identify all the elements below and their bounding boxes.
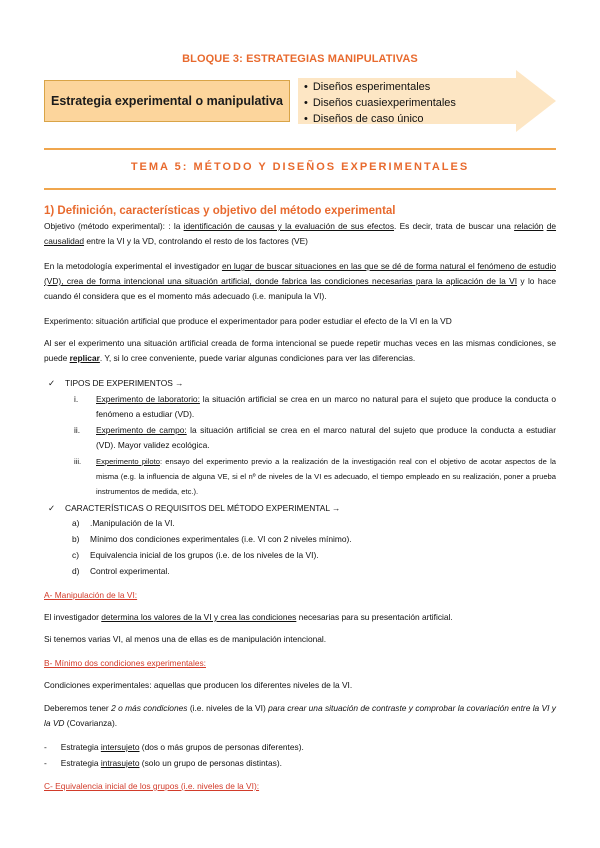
strategy-box: Estrategia experimental o manipulativa: [44, 80, 290, 122]
tipo-item: ii. Experimento de campo: la situación artificial se crea en el marco natural del sujeto que produce la conducta a estudiar (VD). Mayor validez ecológica.: [74, 425, 557, 450]
section-a-heading: A- Manipulación de la VI:: [44, 590, 138, 600]
list-item: d) Control experimental.: [72, 566, 170, 576]
experiment-definition: Experimento: situación artificial que produce el experimentador para poder estudiar el efecto de la VI en la VD: [44, 316, 452, 326]
section-c-heading: C- Equivalencia inicial de los grupos (i.e. niveles de la VI):: [44, 781, 260, 791]
methodology-paragraph: En la metodología experimental el investigador en lugar de buscar situaciones en las que se dé de forma natural el fenómeno de estudio (VD), crea de forma intencional una situación artificial, donde fabrica las condiciones necesarias para la aplicación de la VI y lo hace cuando él considera que es el momento más adecuado (i.e. manipula la VI).: [44, 261, 556, 301]
section-b-paragraph-2: Deberemos tener 2 o más condiciones (i.e. niveles de la VI) para crear una situación de contraste y comprobar la covariación entre la VI y la VD (Covarianza).: [44, 703, 556, 728]
design-item: • Diseños cuasiexperimentales: [304, 95, 456, 111]
list-item: b) Mínimo dos condiciones experimentales (i.e. VI con 2 niveles mínimo).: [72, 534, 352, 544]
bullet-item: - Estrategia intersujeto (dos o más grupos de personas diferentes).: [44, 742, 304, 752]
replication-paragraph: Al ser el experimento una situación artificial creada de forma intencional se puede repetir muchas veces en las mismas condiciones, se puede replicar. Y, si lo cree conveniente, puede variar algunas condiciones para ver las diferencias.: [44, 338, 556, 363]
design-item: • Diseños esperimentales: [304, 79, 456, 95]
bullet-item: - Estrategia intrasujeto (solo un grupo de personas distintas).: [44, 758, 282, 768]
divider-bottom: [44, 188, 556, 190]
objective-paragraph: Objetivo (método experimental): : la identificación de causas y la evaluación de sus efectos. Es decir, trata de buscar una relación de causalidad entre la VI y la VD, controlando el resto de los factores (VE): [44, 221, 557, 246]
designs-list: [304, 79, 456, 127]
check-icon: ✓: [48, 503, 56, 513]
tipo-item: iii. Experimento piloto: ensayo del experimento previo a la realización de la investigación real con el objetivo de acotar aspectos de la misma (e.g. la influencia de alguna VE, si el nº de niveles de la VI es adecuado, el tiempo empleado en su realización, poner a prueba instrumentos de medida, etc.).: [74, 457, 556, 496]
section-b-paragraph: Condiciones experimentales: aquellas que producen los diferentes niveles de la VI.: [44, 680, 353, 690]
design-item: • Diseños de caso único: [304, 111, 456, 127]
section-b-heading: B- Mínimo dos condiciones experimentales:: [44, 658, 206, 668]
list-item: a) .Manipulación de la VI.: [72, 518, 175, 528]
list-item: c) Equivalencia inicial de los grupos (i.e. de los niveles de la VI).: [72, 550, 319, 560]
tipo-item: i. Experimento de laboratorio: la situación artificial se crea en un marco no natural para el sujeto que produce la conducta o fenómeno a estudiar (VD).: [74, 394, 556, 419]
check-icon: ✓: [48, 378, 56, 388]
section-a-paragraph: El investigador determina los valores de la VI y crea las condiciones necesarias para su presentación artificial.: [44, 612, 453, 622]
tema-title: TEMA 5: MÉTODO Y DISEÑOS EXPERIMENTALES: [130, 161, 470, 173]
caracteristicas-heading: ✓ CARACTERÍSTICAS O REQUISITOS DEL MÉTODO EXPERIMENTAL →: [48, 503, 341, 513]
tipos-heading: ✓ TIPOS DE EXPERIMENTOS →: [48, 378, 184, 388]
block-title: BLOQUE 3: ESTRATEGIAS MANIPULATIVAS: [182, 53, 418, 65]
divider-top: [44, 148, 556, 150]
section-a-paragraph-2: Si tenemos varias VI, al menos una de ellas es de manipulación intencional.: [44, 634, 327, 644]
section-heading: 1) Definición, características y objetivo del método experimental: [44, 205, 396, 217]
